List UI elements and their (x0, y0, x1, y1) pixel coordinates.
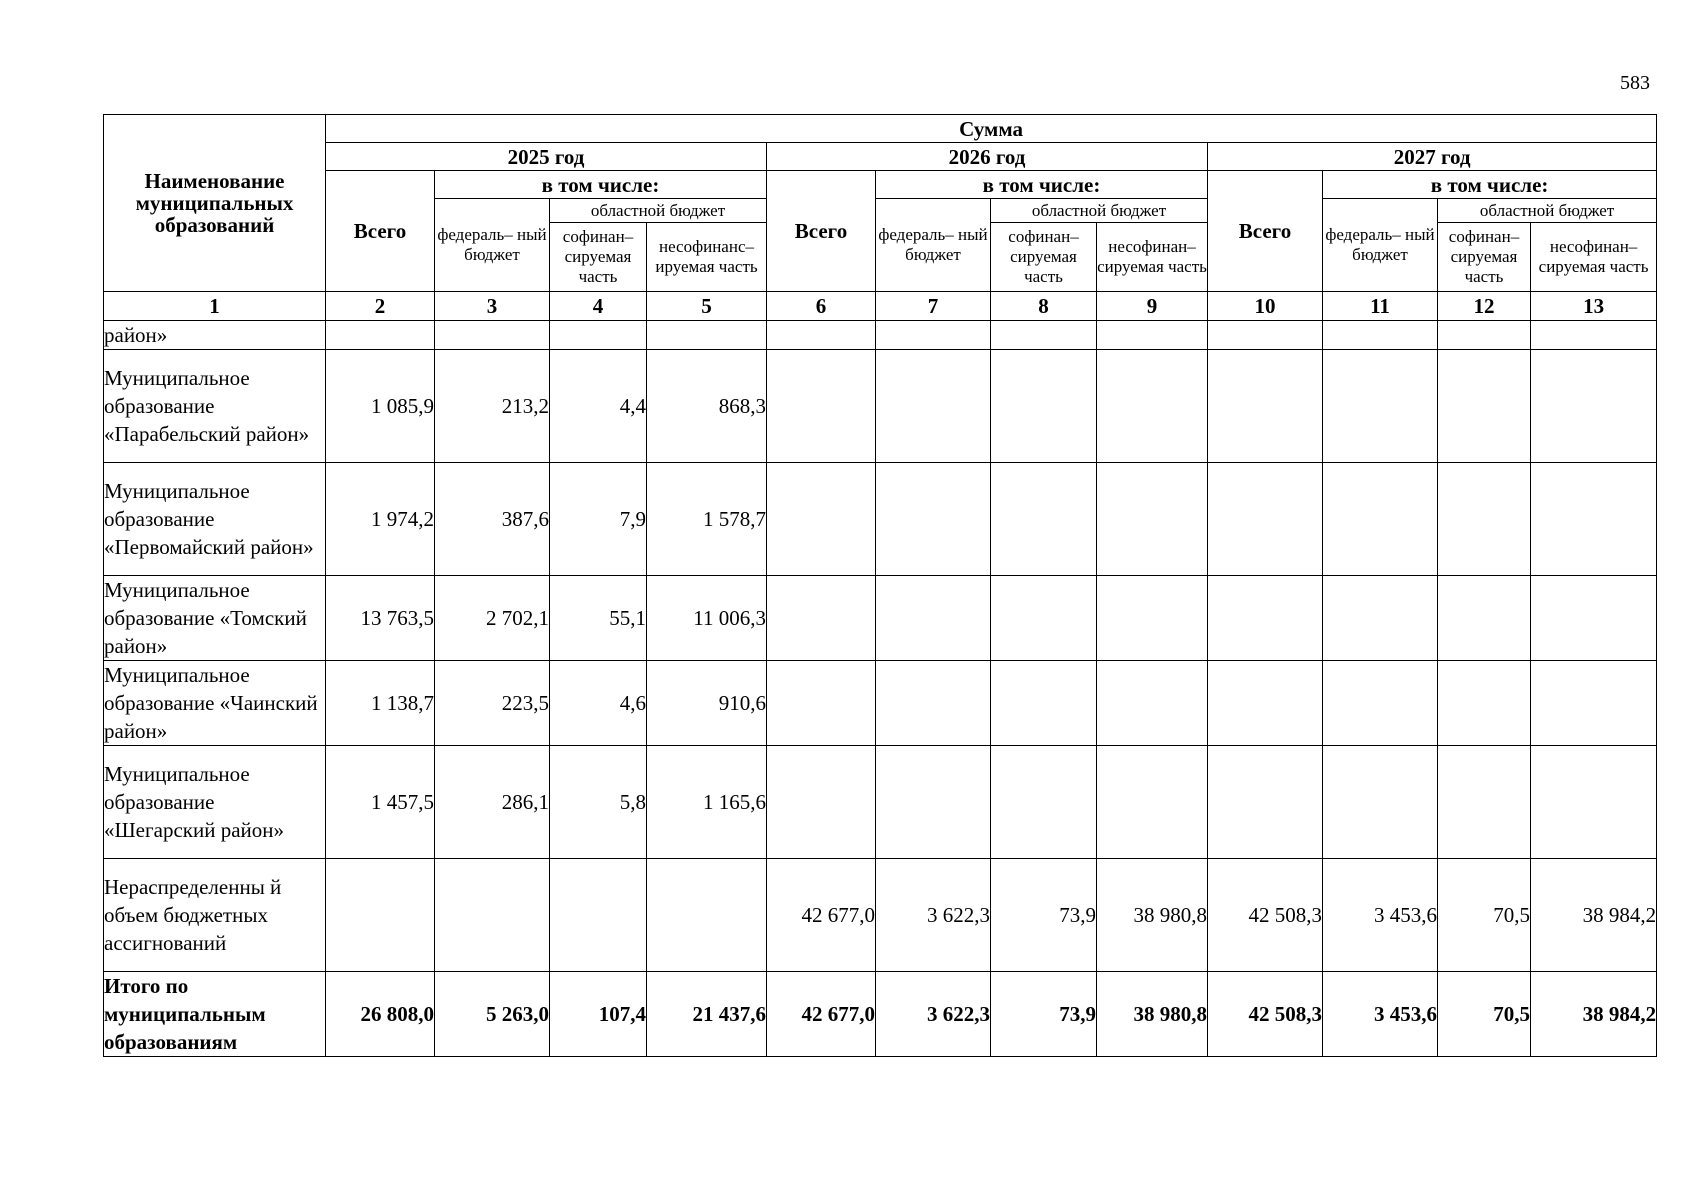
cell-value (1208, 463, 1323, 576)
cell-value (991, 746, 1097, 859)
column-number: 9 (1097, 292, 1208, 321)
column-number: 13 (1531, 292, 1657, 321)
cell-value: 26 808,0 (326, 972, 435, 1057)
cell-value: 213,2 (435, 350, 550, 463)
cell-value (876, 746, 991, 859)
column-number: 7 (876, 292, 991, 321)
municipality-name: район» (104, 321, 326, 350)
header-total-2027: Всего (1208, 171, 1323, 292)
cell-value: 3 622,3 (876, 972, 991, 1057)
total-row (104, 972, 1657, 1057)
header-regional-2027: областной бюджет (1438, 199, 1657, 223)
cell-value: 55,1 (550, 576, 647, 661)
cell-value: 13 763,5 (326, 576, 435, 661)
table-body (104, 321, 1657, 1057)
cell-value (1531, 463, 1657, 576)
cell-value (767, 463, 876, 576)
cell-value: 42 677,0 (767, 972, 876, 1057)
cell-value: 1 165,6 (647, 746, 767, 859)
cell-value (1097, 661, 1208, 746)
cell-value (326, 859, 435, 972)
header-cofin-2025: софинан– сируемая часть (550, 223, 647, 292)
cell-value (767, 661, 876, 746)
cell-value (1531, 321, 1657, 350)
cell-value: 38 984,2 (1531, 972, 1657, 1057)
cell-value (767, 350, 876, 463)
cell-value (1438, 321, 1531, 350)
municipality-name: Нераспределенны й объем бюджетных ассигнований (104, 859, 326, 972)
cell-value: 4,6 (550, 661, 647, 746)
cell-value (767, 746, 876, 859)
cell-value (1531, 576, 1657, 661)
cell-value: 11 006,3 (647, 576, 767, 661)
cell-value: 42 677,0 (767, 859, 876, 972)
header-regional-2025: областной бюджет (550, 199, 767, 223)
page-number: 583 (1620, 72, 1650, 94)
column-number: 12 (1438, 292, 1531, 321)
cell-value: 3 453,6 (1323, 972, 1438, 1057)
cell-value (1323, 463, 1438, 576)
cell-value (1438, 463, 1531, 576)
cell-value (1097, 463, 1208, 576)
cell-value: 868,3 (647, 350, 767, 463)
cell-value (1208, 746, 1323, 859)
municipality-name: Муниципальное образование «Шегарский район» (104, 746, 326, 859)
municipality-name: Муниципальное образование «Томский район» (104, 576, 326, 661)
cell-value (1097, 576, 1208, 661)
header-noncofin-2025: несофинанс– ируемая часть (647, 223, 767, 292)
table-header (104, 115, 1657, 321)
cell-value (326, 321, 435, 350)
column-number: 8 (991, 292, 1097, 321)
cell-value: 4,4 (550, 350, 647, 463)
cell-value (876, 321, 991, 350)
cell-value (876, 576, 991, 661)
cell-value (1531, 661, 1657, 746)
cell-value: 3 622,3 (876, 859, 991, 972)
cell-value (991, 661, 1097, 746)
column-number: 4 (550, 292, 647, 321)
header-year-2025: 2025 год (326, 143, 767, 171)
cell-value (1097, 350, 1208, 463)
table-row (104, 859, 1657, 972)
cell-value (1438, 576, 1531, 661)
cell-value: 286,1 (435, 746, 550, 859)
header-year-2026: 2026 год (767, 143, 1208, 171)
cell-value (1208, 321, 1323, 350)
cell-value (991, 463, 1097, 576)
header-noncofin-2026: несофинан– сируемая часть (1097, 223, 1208, 292)
cell-value: 1 974,2 (326, 463, 435, 576)
cell-value: 73,9 (991, 972, 1097, 1057)
column-number: 5 (647, 292, 767, 321)
cell-value (991, 350, 1097, 463)
cell-value: 1 138,7 (326, 661, 435, 746)
table-row (104, 321, 1657, 350)
header-federal-2025: федераль– ный бюджет (435, 199, 550, 292)
cell-value (550, 859, 647, 972)
cell-value (1323, 576, 1438, 661)
cell-value (1097, 746, 1208, 859)
cell-value: 2 702,1 (435, 576, 550, 661)
cell-value: 1 578,7 (647, 463, 767, 576)
total-row-label: Итого по муниципальным образованиям (104, 972, 326, 1057)
cell-value (1323, 350, 1438, 463)
cell-value (1208, 350, 1323, 463)
cell-value (767, 576, 876, 661)
column-number: 6 (767, 292, 876, 321)
cell-value: 3 453,6 (1323, 859, 1438, 972)
cell-value: 223,5 (435, 661, 550, 746)
header-including-2026: в том числе: (876, 171, 1208, 199)
header-cofin-2027: софинан– сируемая часть (1438, 223, 1531, 292)
cell-value (1531, 746, 1657, 859)
column-number: 11 (1323, 292, 1438, 321)
cell-value (767, 321, 876, 350)
column-number: 3 (435, 292, 550, 321)
cell-value (1323, 321, 1438, 350)
table-row (104, 746, 1657, 859)
table-row (104, 661, 1657, 746)
column-number: 1 (104, 292, 326, 321)
cell-value: 42 508,3 (1208, 859, 1323, 972)
cell-value (435, 859, 550, 972)
cell-value: 1 085,9 (326, 350, 435, 463)
cell-value (1438, 746, 1531, 859)
cell-value: 70,5 (1438, 859, 1531, 972)
cell-value: 5 263,0 (435, 972, 550, 1057)
cell-value: 7,9 (550, 463, 647, 576)
column-number: 2 (326, 292, 435, 321)
header-cofin-2026: софинан– сируемая часть (991, 223, 1097, 292)
header-including-2025: в том числе: (435, 171, 767, 199)
header-noncofin-2027: несофинан– сируемая часть (1531, 223, 1657, 292)
header-federal-2026: федераль– ный бюджет (876, 199, 991, 292)
cell-value (1323, 661, 1438, 746)
cell-value: 70,5 (1438, 972, 1531, 1057)
header-total-2025: Всего (326, 171, 435, 292)
header-regional-2026: областной бюджет (991, 199, 1208, 223)
header-sum: Сумма (326, 115, 1657, 143)
cell-value: 1 457,5 (326, 746, 435, 859)
cell-value (876, 463, 991, 576)
header-total-2026: Всего (767, 171, 876, 292)
cell-value: 107,4 (550, 972, 647, 1057)
cell-value: 38 980,8 (1097, 972, 1208, 1057)
cell-value: 910,6 (647, 661, 767, 746)
cell-value (1438, 350, 1531, 463)
cell-value: 38 984,2 (1531, 859, 1657, 972)
cell-value (550, 321, 647, 350)
cell-value (1097, 321, 1208, 350)
cell-value: 21 437,6 (647, 972, 767, 1057)
cell-value (1531, 350, 1657, 463)
table-row (104, 576, 1657, 661)
header-including-2027: в том числе: (1323, 171, 1657, 199)
cell-value (1208, 661, 1323, 746)
cell-value (991, 321, 1097, 350)
municipality-name: Муниципальное образование «Чаинский район» (104, 661, 326, 746)
cell-value (647, 859, 767, 972)
cell-value (1323, 746, 1438, 859)
municipality-name: Муниципальное образование «Первомайский район» (104, 463, 326, 576)
cell-value: 38 980,8 (1097, 859, 1208, 972)
cell-value (876, 350, 991, 463)
cell-value: 42 508,3 (1208, 972, 1323, 1057)
cell-value (1438, 661, 1531, 746)
cell-value (647, 321, 767, 350)
cell-value (991, 576, 1097, 661)
table-row (104, 350, 1657, 463)
column-number-row (104, 292, 1657, 321)
cell-value: 73,9 (991, 859, 1097, 972)
budget-table (103, 114, 1657, 1057)
column-number: 10 (1208, 292, 1323, 321)
table-row (104, 463, 1657, 576)
cell-value: 5,8 (550, 746, 647, 859)
header-year-2027: 2027 год (1208, 143, 1657, 171)
cell-value (876, 661, 991, 746)
cell-value (1208, 576, 1323, 661)
header-federal-2027: федераль– ный бюджет (1323, 199, 1438, 292)
municipality-name: Муниципальное образование «Парабельский район» (104, 350, 326, 463)
cell-value (435, 321, 550, 350)
header-name-column: Наименование муниципальных образований (104, 115, 326, 292)
cell-value: 387,6 (435, 463, 550, 576)
